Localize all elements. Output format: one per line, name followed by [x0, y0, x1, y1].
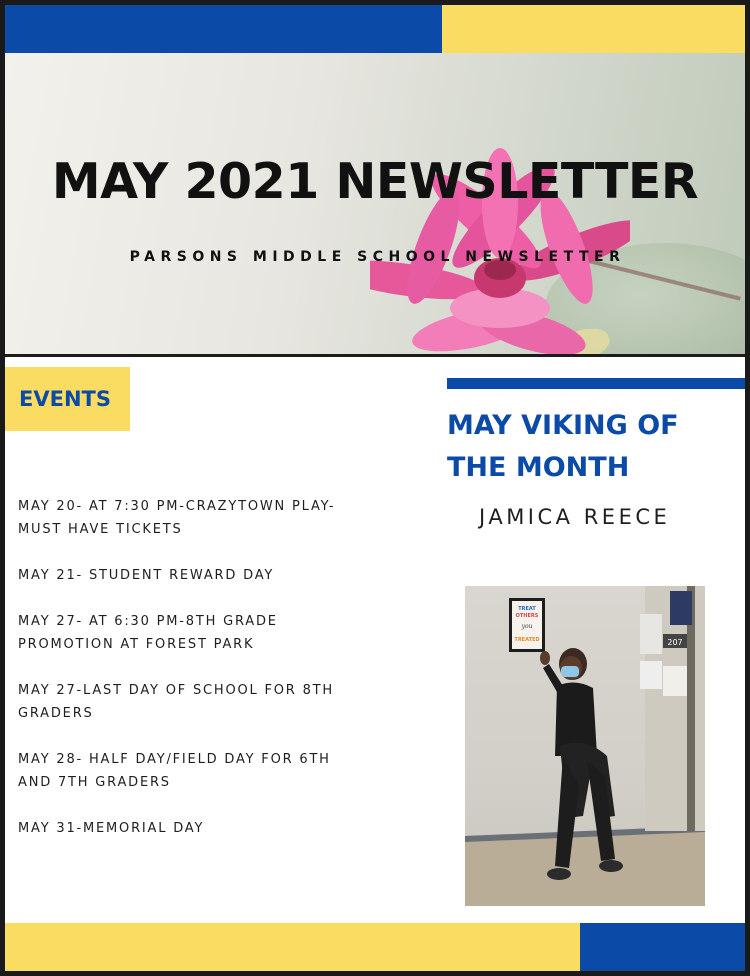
bottom-bar-blue	[580, 923, 745, 971]
newsletter-page	[5, 5, 745, 971]
student-photo-illustration	[465, 586, 705, 906]
viking-student-name: JAMICA REECE	[479, 505, 671, 529]
hero-banner	[5, 53, 745, 357]
event-item: MAY 27-LAST DAY OF SCHOOL FOR 8TH GRADERS	[18, 683, 334, 721]
event-item: MAY 20- AT 7:30 PM-CRAZYTOWN PLAY- MUST HAVE TICKETS	[18, 499, 336, 537]
svg-text:you: you	[521, 623, 533, 630]
svg-text:OTHERS: OTHERS	[515, 613, 539, 619]
newsletter-subtitle: PARSONS MIDDLE SCHOOL NEWSLETTER	[129, 249, 626, 265]
newsletter-title: MAY 2021 NEWSLETTER	[51, 153, 699, 210]
event-item: MAY 31-MEMORIAL DAY	[18, 821, 205, 836]
bottom-bar-yellow	[5, 923, 580, 971]
door-number: 207	[667, 638, 683, 647]
event-item: MAY 28- HALF DAY/FIELD DAY FOR 6TH AND 7TH GRADERS	[18, 752, 331, 790]
svg-text:TREATED: TREATED	[514, 637, 540, 643]
events-list	[18, 495, 358, 840]
viking-of-month-title: MAY VIKING OF THE MONTH	[447, 410, 679, 483]
event-item: MAY 27- AT 6:30 PM-8TH GRADE PROMOTION AT FOREST PARK	[18, 614, 278, 652]
top-bar-yellow	[442, 5, 745, 53]
student-photo	[465, 586, 705, 906]
event-item: MAY 21- STUDENT REWARD DAY	[18, 568, 275, 583]
events-heading: EVENTS	[19, 387, 111, 411]
top-bar-blue	[5, 5, 442, 53]
svg-text:TREAT: TREAT	[518, 606, 536, 612]
viking-section-rule	[447, 378, 745, 389]
